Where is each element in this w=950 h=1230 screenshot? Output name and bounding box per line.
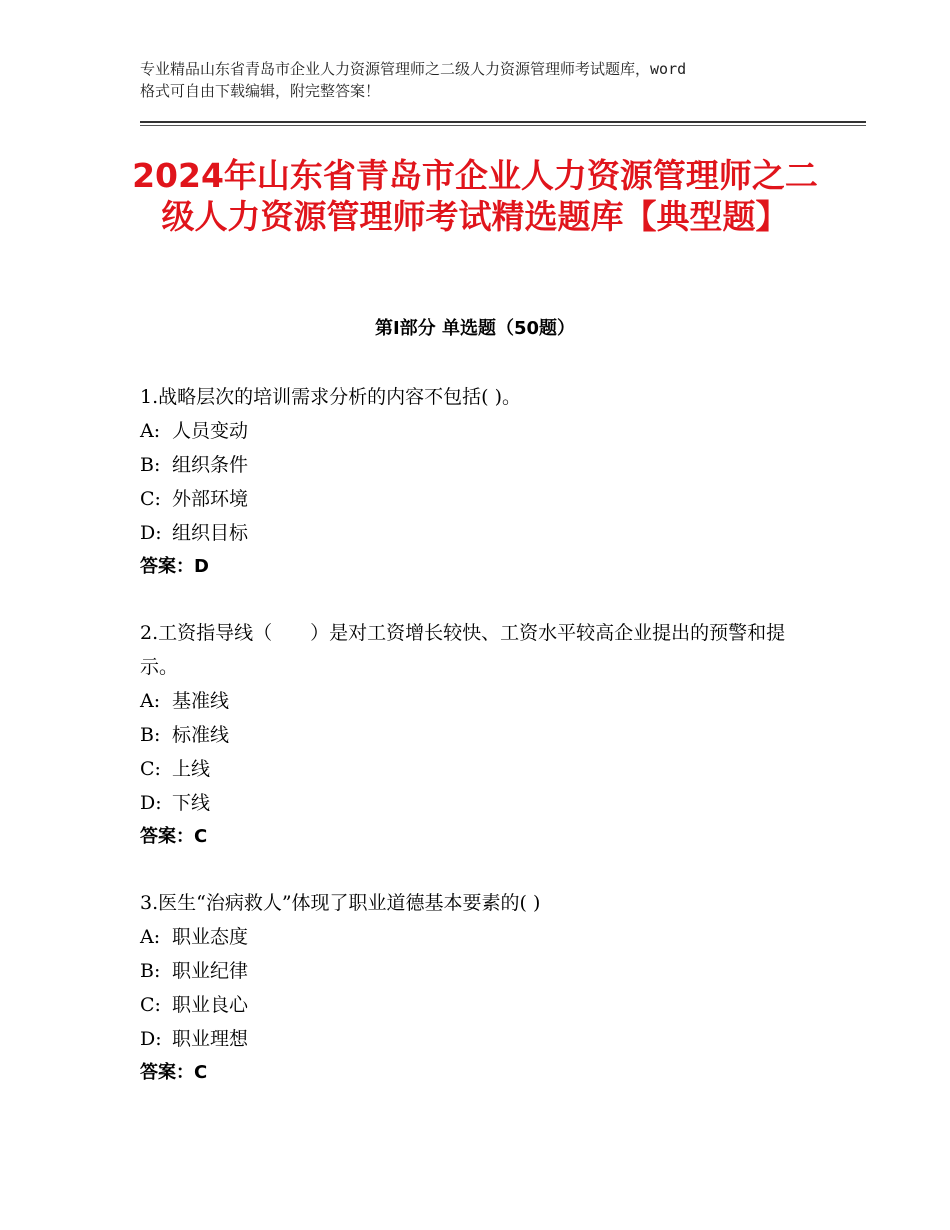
section-title: 第Ⅰ部分 单选题（50题） — [374, 318, 575, 339]
question-list — [140, 380, 810, 1122]
option-text: 职业态度 — [172, 926, 249, 948]
option-d — [140, 516, 810, 550]
option-letter: D: — [140, 792, 162, 814]
option-a — [140, 414, 810, 448]
option-text: 标准线 — [172, 724, 230, 746]
question-item — [140, 886, 810, 1090]
question-stem: 3.医生“治病救人”体现了职业道德基本要素的( ) — [140, 892, 541, 914]
question-stem: 1.战略层次的培训需求分析的内容不包括( )。 — [140, 386, 521, 408]
option-text: 职业理想 — [172, 1028, 249, 1050]
option-text: 基准线 — [172, 690, 230, 712]
option-c — [140, 752, 810, 786]
question-item — [140, 616, 810, 854]
option-text: 外部环境 — [172, 488, 249, 510]
option-text: 人员变动 — [172, 420, 249, 442]
option-letter: B: — [140, 724, 161, 746]
header-divider — [140, 121, 866, 123]
option-letter: A: — [140, 690, 161, 712]
option-letter: C: — [140, 758, 161, 780]
option-d — [140, 786, 810, 820]
option-text: 下线 — [172, 792, 211, 814]
option-letter: A: — [140, 420, 161, 442]
option-b — [140, 954, 810, 988]
question-item — [140, 380, 810, 584]
option-text: 职业纪律 — [172, 960, 249, 982]
answer-line: 答案：C — [140, 826, 208, 847]
option-letter: A: — [140, 926, 161, 948]
header-note-line: 专业精品山东省青岛市企业人力资源管理师之二级人力资源管理师考试题库，word — [140, 60, 687, 78]
option-text: 组织目标 — [172, 522, 249, 544]
option-letter: C: — [140, 994, 161, 1016]
option-c — [140, 482, 810, 516]
question-stem: 2.工资指导线（ ）是对工资增长较快、工资水平较高企业提出的预警和提示。 — [140, 622, 786, 678]
option-text: 上线 — [172, 758, 211, 780]
option-letter: B: — [140, 960, 161, 982]
document-title: 2024年山东省青岛市企业人力资源管理师之二级人力资源管理师考试精选题库【典型题】 — [132, 156, 818, 236]
option-a — [140, 684, 810, 718]
answer-line: 答案：D — [140, 556, 209, 577]
answer-line: 答案：C — [140, 1062, 208, 1083]
header-note-line: 格式可自由下载编辑，附完整答案！ — [140, 82, 381, 100]
option-a — [140, 920, 810, 954]
option-text: 组织条件 — [172, 454, 249, 476]
option-letter: D: — [140, 522, 162, 544]
option-letter: D: — [140, 1028, 162, 1050]
header-note — [140, 58, 840, 102]
option-text: 职业良心 — [172, 994, 249, 1016]
option-b — [140, 718, 810, 752]
option-b — [140, 448, 810, 482]
option-c — [140, 988, 810, 1022]
option-letter: C: — [140, 488, 161, 510]
option-letter: B: — [140, 454, 161, 476]
header-divider-thin — [140, 125, 866, 126]
option-d — [140, 1022, 810, 1056]
